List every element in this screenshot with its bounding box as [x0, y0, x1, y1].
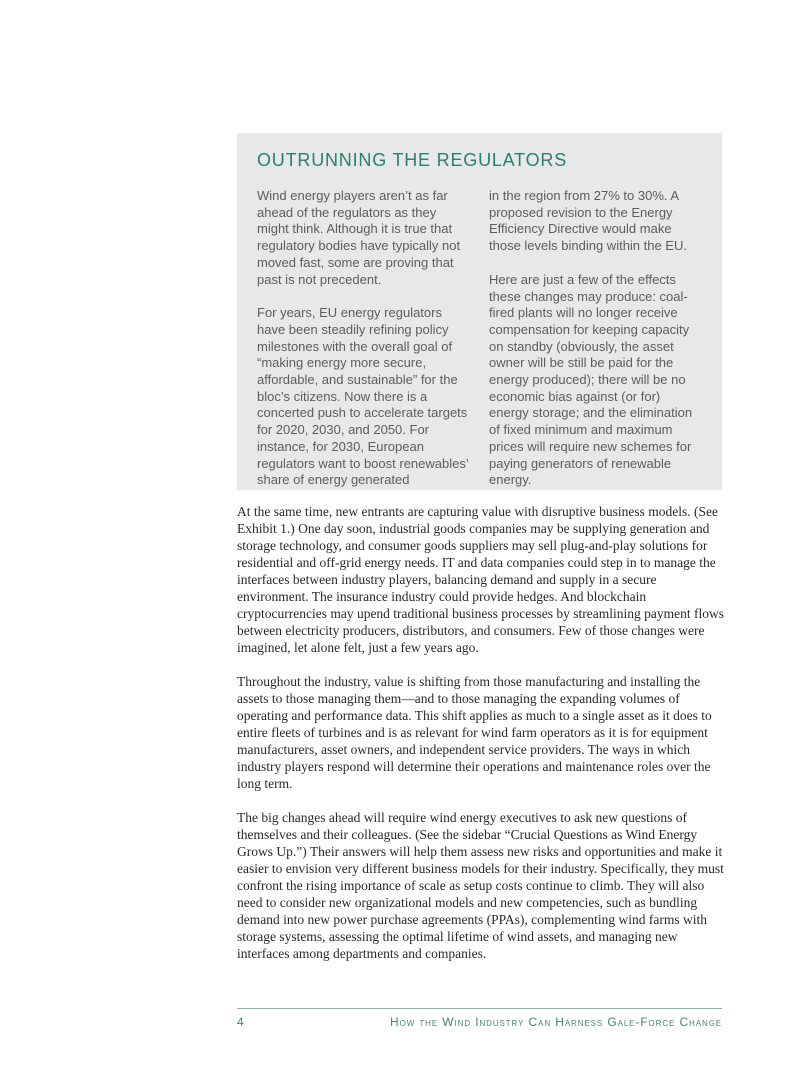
body-paragraph: At the same time, new entrants are capturing value with disruptive business models. (See Exhibit 1.) One day soon, industrial goods companies may be supplying generation and storage technology, and consumer goods suppliers may sell plug-and-play solutions for residential and off-grid energy needs. IT and data companies could step in to manage the interfaces between industry players, balancing demand and supply in a secure environment. The insurance industry could provide hedges. And blockchain cryptocurrencies may upend traditional business processes by streamlining payment flows between electricity producers, distributors, and consumers. Few of those changes were imagined, let alone felt, just a few years ago. [237, 504, 725, 655]
sidebar-box [237, 133, 722, 490]
body-paragraph: The big changes ahead will require wind energy executives to ask new questions of themselves and their colleagues. (See the sidebar “Crucial Questions as Wind Energy Grows Up.”) Their answers will help them assess new risks and opportunities and make it easier to envision very different business models for their industry. Specifically, they must confront the rising importance of scale as setup costs continue to climb. They will also need to consider new organizational models and new competencies, such as bundling demand into new power purchase agreements (PPAs), complementing wind farms with storage systems, assessing the optimal lifetime of wind assets, and managing new interfaces among departments and companies. [237, 810, 724, 961]
sidebar-paragraph: in the region from 27% to 30%. A proposed revision to the Energy Efficiency Directive would make those levels binding within the EU. [489, 188, 688, 254]
sidebar-title: OUTRUNNING THE REGULATORS [257, 150, 568, 170]
sidebar-paragraph: Wind energy players aren’t as far ahead of the regulators as they might think. Although it is true that regulatory bodies have typically not moved fast, some are proving that past is not precedent. [257, 188, 461, 287]
page-number: 4 [237, 1015, 244, 1029]
sidebar-columns [257, 188, 702, 489]
running-footer-title: How the Wind Industry Can Harness Gale-Force Change [390, 1015, 722, 1029]
sidebar-paragraph: For years, EU energy regulators have been steadily refining policy milestones with the overall goal of “making energy more secure, affordable, and sustainable” for the bloc’s citizens. Now there is a concerted push to accelerate targets for 2020, 2030, and 2050. For instance, for 2030, European regulators want to boost renewables’ share of energy generated [257, 305, 469, 488]
sidebar-column-left [257, 188, 469, 489]
body-text [237, 503, 727, 962]
sidebar-column-right [489, 188, 701, 489]
body-paragraph: Throughout the industry, value is shifting from those manufacturing and installing the assets to those managing them—and to those managing the expanding volumes of operating and performance data. This shift applies as much to a single asset as it does to entire fleets of turbines and is as relevant for wind farm operators as it is for equipment manufacturers, asset owners, and independent service providers. The ways in which industry players respond will determine their operations and maintenance roles over the long term. [237, 674, 712, 791]
sidebar-paragraph: Here are just a few of the effects these changes may produce: coal-fired plants will no longer receive compensation for keeping capacity on standby (obviously, the asset owner will be still be paid for the energy produced); there will be no economic bias against (or for) energy storage; and the elimination of fixed minimum and maximum prices will require new schemes for paying generators of renewable energy. [489, 271, 693, 488]
page-footer [237, 1008, 722, 1029]
